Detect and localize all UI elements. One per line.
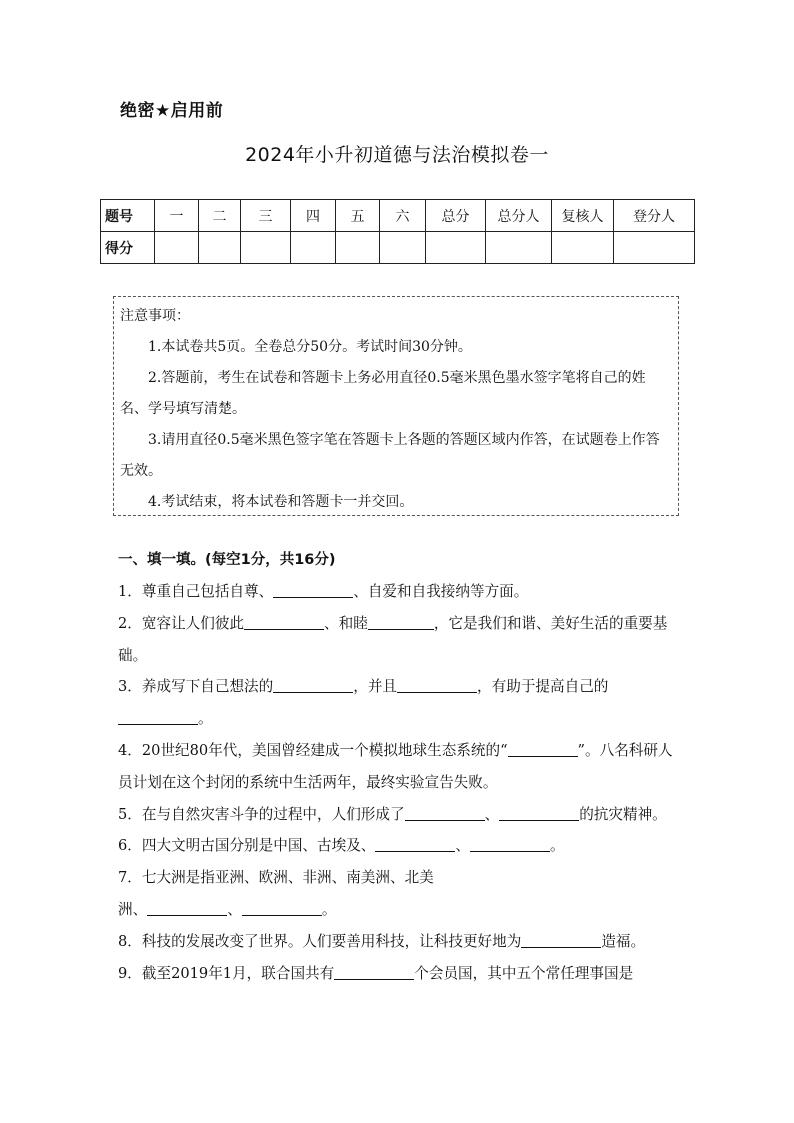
exam-title: 2024年小升初道德与法治模拟卷一 bbox=[245, 144, 549, 166]
notice-item: 1.本试卷共5页。全卷总分50分。考试时间30分钟。 bbox=[148, 339, 472, 355]
score-cell[interactable] bbox=[155, 232, 199, 264]
header-cell-3: 三 bbox=[241, 200, 291, 232]
header-cell-6: 六 bbox=[380, 200, 426, 232]
confidential-label: 绝密★启用前 bbox=[120, 101, 224, 121]
section-1-heading: 一、填一填。(每空1分，共16分) bbox=[118, 552, 336, 568]
fill-in-questions bbox=[118, 576, 680, 989]
answer-blank[interactable] bbox=[470, 836, 550, 852]
answer-blank[interactable] bbox=[521, 932, 601, 948]
header-cell-recorder: 登分人 bbox=[614, 200, 695, 232]
notice-item: 3.请用直径0.5毫米黑色签字笔在答题卡上各题的答题区域内作答，在试题卷上作答无效。 bbox=[120, 432, 660, 479]
score-cell[interactable] bbox=[426, 232, 486, 264]
notice-item: 2.答题前，考生在试卷和答题卡上务必用直径0.5毫米黑色墨水签字笔将自己的姓名、学号填写清楚。 bbox=[120, 370, 646, 417]
answer-blank[interactable] bbox=[244, 614, 324, 630]
question-6 bbox=[118, 830, 680, 862]
question-text: 。 bbox=[198, 710, 213, 728]
question-text: 、 bbox=[227, 900, 242, 918]
score-row-label: 得分 bbox=[101, 232, 155, 264]
score-cell[interactable] bbox=[486, 232, 552, 264]
question-text: 8．科技的发展改变了世界。人们要善用科技，让科技更好地为 bbox=[118, 932, 522, 950]
question-text: 的抗灾精神。 bbox=[579, 805, 667, 823]
question-text: 。 bbox=[321, 900, 337, 918]
notice-item: 4.考试结束，将本试卷和答题卡一并交回。 bbox=[148, 494, 414, 510]
score-cell[interactable] bbox=[380, 232, 426, 264]
header-cell-5: 五 bbox=[336, 200, 380, 232]
question-text: 4．20世纪80年代，美国曾经建成一个模拟地球生态系统的“ bbox=[118, 741, 508, 759]
question-text: 、 bbox=[484, 805, 500, 823]
header-cell-total: 总分 bbox=[426, 200, 486, 232]
answer-blank[interactable] bbox=[273, 677, 353, 693]
question-text: 3．养成写下自己想法的 bbox=[118, 678, 274, 696]
score-cell[interactable] bbox=[291, 232, 336, 264]
question-text: 造福。 bbox=[601, 932, 646, 950]
answer-blank[interactable] bbox=[397, 677, 477, 693]
question-text: ，有助于提高自己的 bbox=[477, 678, 609, 696]
question-8 bbox=[118, 926, 680, 958]
question-text: 洲、 bbox=[118, 900, 148, 918]
answer-blank[interactable] bbox=[118, 709, 198, 725]
notice-heading: 注意事项： bbox=[120, 308, 190, 324]
header-cell-4: 四 bbox=[291, 200, 336, 232]
question-text: ，并且 bbox=[353, 678, 398, 696]
header-cell-total-scorer: 总分人 bbox=[486, 200, 552, 232]
score-table-score-row bbox=[101, 232, 695, 264]
question-5 bbox=[118, 799, 680, 831]
question-1 bbox=[118, 576, 680, 608]
question-text: 、和睦 bbox=[324, 614, 368, 632]
answer-blank[interactable] bbox=[242, 900, 322, 916]
question-4 bbox=[118, 735, 680, 799]
question-text: 个会员国，其中五个常任理事国是 bbox=[414, 964, 634, 982]
question-text: 5．在与自然灾害斗争的过程中，人们形成了 bbox=[118, 805, 405, 823]
question-text: 2．宽容让人们彼此 bbox=[118, 614, 245, 632]
question-text: 。 bbox=[550, 837, 565, 855]
score-cell[interactable] bbox=[241, 232, 291, 264]
answer-blank[interactable] bbox=[147, 900, 227, 916]
answer-blank[interactable] bbox=[368, 614, 434, 630]
header-cell-1: 一 bbox=[155, 200, 199, 232]
score-cell[interactable] bbox=[614, 232, 695, 264]
header-cell-question-no: 题号 bbox=[101, 200, 155, 232]
question-text: 、 bbox=[455, 837, 470, 855]
answer-blank[interactable] bbox=[499, 805, 579, 821]
question-text: ”。八名科研人员计划在这个封闭的系统中生活两年，最终实验宣告失败。 bbox=[118, 741, 673, 791]
question-text: 9．截至2019年1月，联合国共有 bbox=[118, 964, 335, 982]
score-table bbox=[100, 199, 695, 264]
question-text: ，它是我们和谐、美好生活的重要基础。 bbox=[118, 614, 668, 664]
score-table-header-row bbox=[101, 200, 695, 232]
question-9 bbox=[118, 958, 680, 990]
answer-blank[interactable] bbox=[508, 741, 578, 757]
score-cell[interactable] bbox=[199, 232, 241, 264]
question-7 bbox=[118, 862, 680, 926]
notice-box bbox=[113, 296, 679, 516]
question-3 bbox=[118, 671, 680, 735]
answer-blank[interactable] bbox=[273, 582, 353, 598]
answer-blank[interactable] bbox=[375, 836, 455, 852]
header-cell-2: 二 bbox=[199, 200, 241, 232]
question-text: 6．四大文明古国分别是中国、古埃及、 bbox=[118, 837, 376, 855]
question-2 bbox=[118, 608, 680, 672]
answer-blank[interactable] bbox=[334, 964, 414, 980]
question-text: 、自爱和自我接纳等方面。 bbox=[353, 583, 529, 600]
header-cell-reviewer: 复核人 bbox=[552, 200, 614, 232]
score-cell[interactable] bbox=[552, 232, 614, 264]
answer-blank[interactable] bbox=[405, 805, 485, 821]
score-cell[interactable] bbox=[336, 232, 380, 264]
question-text: 7．七大洲是指亚洲、欧洲、非洲、南美洲、北美 bbox=[118, 869, 434, 887]
question-text: 1．尊重自己包括自尊、 bbox=[118, 583, 274, 600]
